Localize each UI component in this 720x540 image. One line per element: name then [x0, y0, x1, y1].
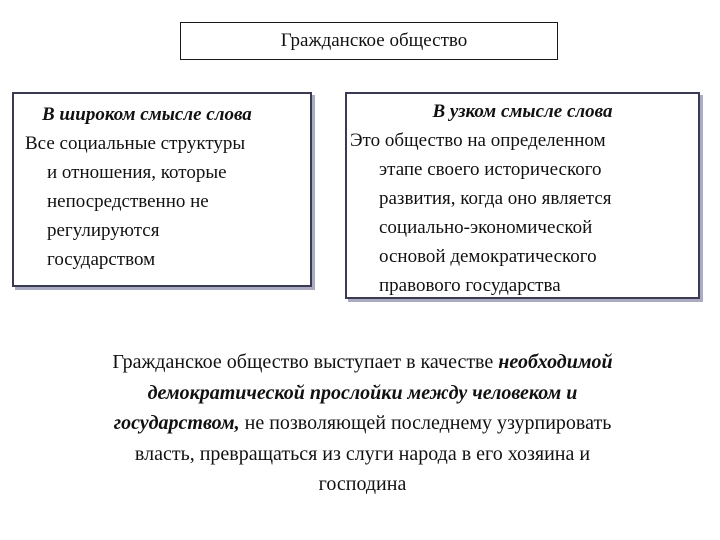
conclusion-text: Гражданское общество выступает в качестве [112, 351, 499, 373]
conclusion-line [30, 347, 695, 378]
conclusion-line [30, 408, 695, 439]
narrow-sense-line: этапе своего исторического [379, 159, 602, 180]
conclusion-emphasis: демократической прослойки между человеком и [147, 381, 578, 404]
conclusion-text: господина [318, 473, 407, 495]
conclusion-emphasis: необходимой [498, 351, 613, 373]
broad-sense-line: непосредственно не [47, 191, 209, 212]
conclusion-text: власть, превращаться из слуги народа в его хозяина и [134, 442, 591, 465]
conclusion-paragraph [30, 347, 695, 500]
narrow-sense-heading: В узком смысле слова [432, 101, 613, 122]
narrow-sense-line: социально-экономической [379, 217, 593, 238]
narrow-sense-line: основой демократического [379, 246, 597, 267]
narrow-sense-line: правового государства [379, 275, 561, 296]
broad-sense-line: государством [47, 249, 156, 270]
broad-sense-line: регулируются [47, 220, 160, 241]
broad-sense-box [12, 92, 312, 287]
conclusion-emphasis: государством, [113, 412, 240, 434]
conclusion-text: не позволяющей последнему узурпировать [239, 412, 612, 434]
narrow-sense-box [345, 92, 700, 299]
narrow-sense-line: Это общество на определенном [350, 130, 606, 151]
title-box [180, 22, 558, 60]
diagram-title: Гражданское общество [280, 30, 468, 51]
conclusion-line [30, 469, 695, 500]
conclusion-line [30, 378, 695, 409]
narrow-sense-line: развития, когда оно является [379, 188, 612, 209]
broad-sense-line: Все социальные структуры [25, 133, 246, 154]
conclusion-line [30, 439, 695, 470]
broad-sense-line: и отношения, которые [47, 162, 227, 183]
broad-sense-heading: В широком смысле слова [42, 104, 252, 125]
